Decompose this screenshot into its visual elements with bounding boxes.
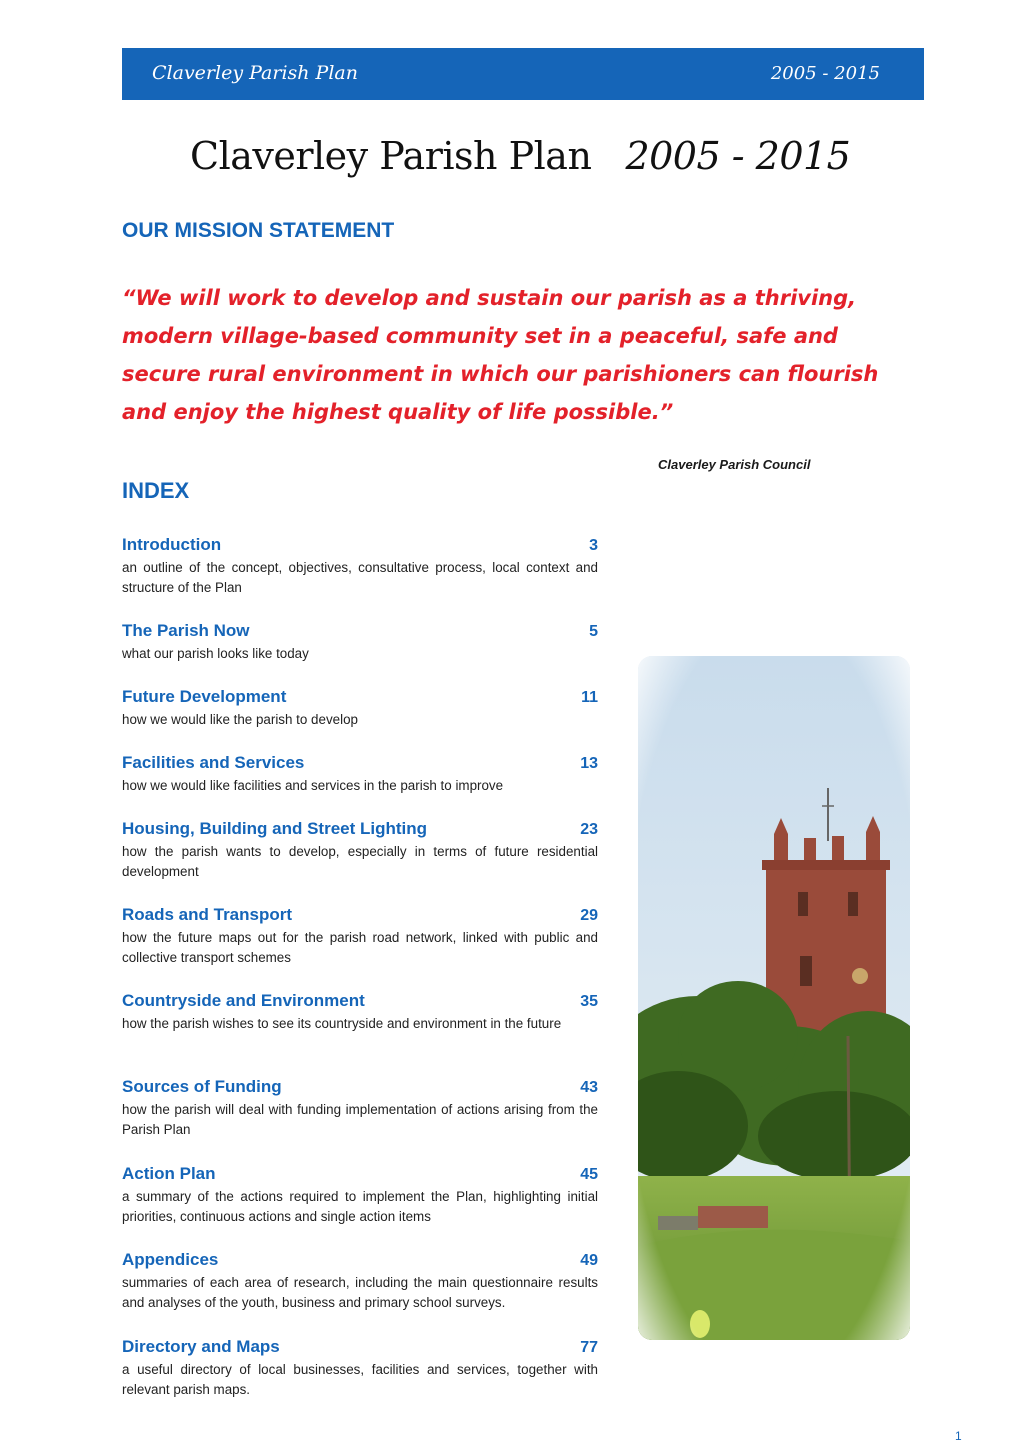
mission-signature: Claverley Parish Council [658,457,811,472]
index-entry-page: 13 [580,755,598,772]
index-entry-title[interactable]: Action Plan [122,1164,216,1183]
index-entry-page: 35 [580,993,598,1010]
page-number: 1 [955,1429,962,1443]
index-entry-page: 45 [580,1166,598,1183]
mission-quote: “We will work to develop and sustain our parish as a thriving, modern village-based community set in a peaceful, safe and secure rural environment in which our parishioners can flourish and enjoy the highest quality of life possible.” [122,286,879,424]
index-entry-page: 3 [589,537,598,554]
index-entry-page: 49 [580,1252,598,1269]
index-entry-desc: how we would like facilities and services in the parish to improve [122,778,504,793]
index-entry-title[interactable]: Facilities and Services [122,753,305,772]
index-entry-desc: an outline of the concept, objectives, consultative process, local context and structure of the Plan [122,560,598,595]
index-entry-appendices [122,1250,598,1313]
index-entry-action-plan [122,1164,598,1227]
church-tower-photo [638,656,910,1340]
index-entry-future-development [122,687,598,730]
index-entry-desc: what our parish looks like today [122,646,309,661]
index-entry-desc: summaries of each area of research, including the main questionnaire results and analyses of the youth, business and primary school surveys. [122,1275,598,1310]
church-tower-illustration [638,656,910,1340]
index-entry-directory [122,1337,598,1400]
index-entry-title[interactable]: Directory and Maps [122,1337,280,1356]
index-entry-title[interactable]: Appendices [122,1250,219,1269]
page-title [190,134,890,178]
index-entry-desc: a summary of the actions required to implement the Plan, highlighting initial priorities, continuous actions and single action items [122,1189,598,1224]
index-entry-introduction [122,535,598,598]
index-entry-parish-now [122,621,598,664]
header-years: 2005 - 2015 [770,63,880,84]
index-entry-desc: how the future maps out for the parish road network, linked with public and collective transport schemes [122,930,598,965]
index-entry-title[interactable]: Roads and Transport [122,905,293,924]
index-entry-countryside [122,991,598,1034]
index-entry-desc: a useful directory of local businesses, facilities and services, together with relevant parish maps. [122,1362,598,1397]
index-entry-title[interactable]: Future Development [122,687,287,706]
index-entry-page: 5 [589,623,598,640]
index-entry-title[interactable]: Countryside and Environment [122,991,365,1010]
index-entry-title[interactable]: Housing, Building and Street Lighting [122,819,428,838]
index-entry-page: 77 [580,1339,598,1356]
page-title-name: Claverley Parish Plan [190,134,592,178]
index-entry-facilities [122,753,598,796]
index-entry-page: 23 [580,821,598,838]
index-entry-desc: how the parish will deal with funding implementation of actions arising from the Parish Plan [122,1102,598,1137]
index-entry-desc: how we would like the parish to develop [122,712,358,727]
index-heading: INDEX [122,478,190,503]
index-entry-funding [122,1077,598,1140]
mission-heading: OUR MISSION STATEMENT [122,219,395,242]
header-title: Claverley Parish Plan [152,62,358,84]
page-title-years: 2005 - 2015 [625,134,851,178]
header-banner [122,48,924,100]
index-entry-page: 29 [580,907,598,924]
index-entry-page: 11 [581,689,598,706]
index-entry-title[interactable]: Introduction [122,535,222,554]
index-entry-desc: how the parish wants to develop, especially in terms of future residential development [122,844,598,879]
index-entry-page: 43 [580,1079,598,1096]
index-entry-housing [122,819,598,882]
index-entry-title[interactable]: The Parish Now [122,621,250,640]
index-entry-desc: how the parish wishes to see its countryside and environment in the future [122,1016,562,1031]
index-entry-title[interactable]: Sources of Funding [122,1077,282,1096]
index-entry-roads [122,905,598,968]
